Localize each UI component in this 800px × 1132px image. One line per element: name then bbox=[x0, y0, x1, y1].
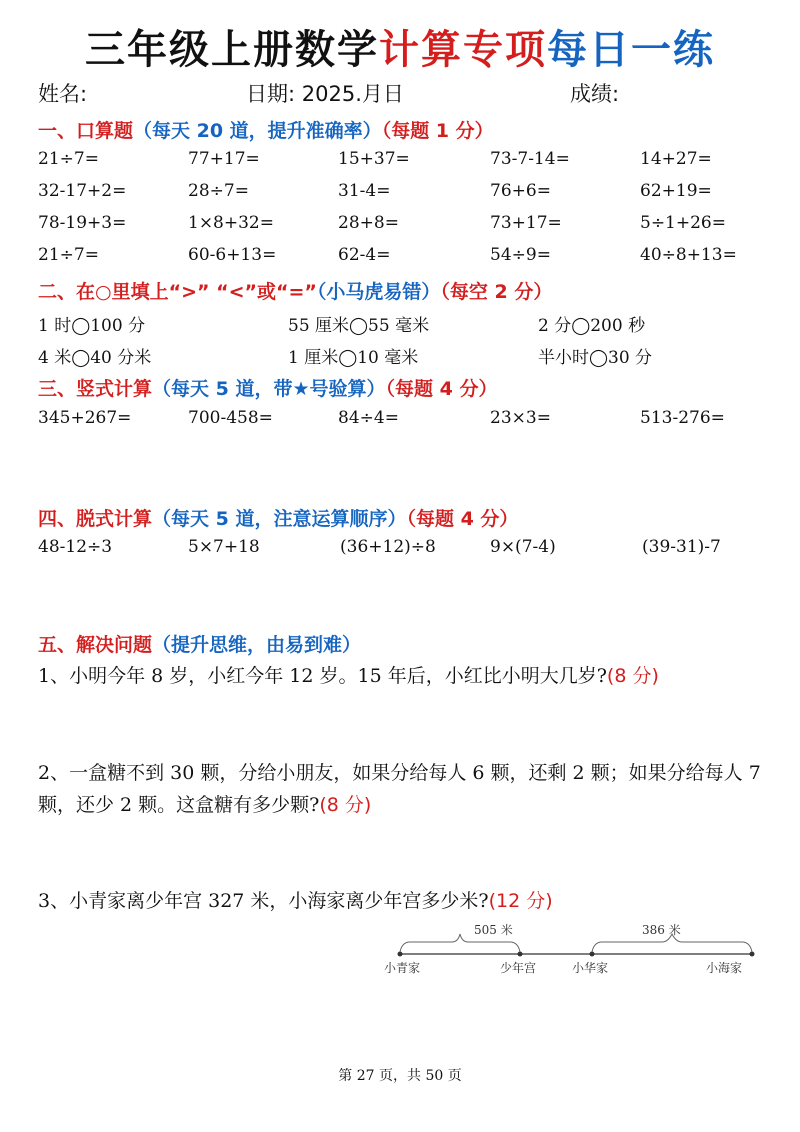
section-5-title: 五、解决问题 bbox=[38, 634, 153, 656]
name-label: 姓名: bbox=[38, 82, 88, 106]
compare-row bbox=[38, 311, 778, 337]
compare-row-item: 2 分◯200 秒 bbox=[538, 316, 646, 336]
label-xiaohai-home: 小海家 bbox=[706, 961, 743, 975]
oral-row-item: 62+19= bbox=[640, 181, 712, 201]
page-footer: 第 27 页，共 50 页 bbox=[338, 1068, 462, 1084]
oral-row bbox=[38, 245, 778, 271]
compare-row-item: 55 厘米◯55 毫米 bbox=[288, 316, 430, 336]
day-label: 日 bbox=[382, 82, 404, 106]
stepwise-problem-row-item: 9×(7-4) bbox=[490, 537, 556, 557]
vertical-problem-row-item: 345+267= bbox=[38, 408, 132, 428]
section-2-heading bbox=[38, 277, 552, 304]
section-2-title: 二、在○里填上“>” “<”或“=” bbox=[38, 281, 317, 303]
oral-row-item: 76+6= bbox=[490, 181, 551, 201]
vertical-problem-row-item: 700-458= bbox=[188, 408, 273, 428]
word-problem-1-score: (8 分) bbox=[606, 665, 659, 687]
label-xiaoqing-home: 小青家 bbox=[384, 961, 421, 975]
word-problem-3-text: 3、小青家离少年宫 327 米，小海家离少年宫多少米? bbox=[38, 890, 489, 912]
section-4-heading bbox=[38, 504, 518, 531]
label-xiaohua-home: 小华家 bbox=[572, 961, 609, 975]
oral-row bbox=[38, 213, 778, 239]
oral-row-item: 14+27= bbox=[640, 149, 712, 169]
word-problem-2 bbox=[38, 757, 768, 821]
section-5-heading bbox=[38, 630, 361, 657]
compare-row-item: 4 米◯40 分米 bbox=[38, 348, 152, 368]
oral-row-item: 15+37= bbox=[338, 149, 410, 169]
section-3-title: 三、竖式计算 bbox=[38, 378, 153, 400]
oral-row-item: 78-19+3= bbox=[38, 213, 127, 233]
compare-row-item: 1 时◯100 分 bbox=[38, 316, 146, 336]
distance-diagram bbox=[0, 920, 800, 990]
oral-row-item: 28÷7= bbox=[188, 181, 249, 201]
vertical-problem-row-item: 513-276= bbox=[640, 408, 725, 428]
word-problem-2-text: 2、一盒糖不到 30 颗，分给小朋友，如果分给每人 6 颗，还剩 2 颗；如果分给每人 7 颗，还少 2 颗。这盒糖有多少颗? bbox=[38, 762, 761, 816]
section-1-heading bbox=[38, 116, 494, 143]
oral-row-item: 73+17= bbox=[490, 213, 562, 233]
word-problem-3-score: (12 分) bbox=[488, 890, 553, 912]
oral-row bbox=[38, 149, 778, 175]
section-3-heading bbox=[38, 374, 497, 401]
vertical-problem-row-item: 23×3= bbox=[490, 408, 551, 428]
label-youth-palace: 少年宫 bbox=[500, 961, 537, 975]
oral-row-item: 31-4= bbox=[338, 181, 391, 201]
distance-505-label: 505 米 bbox=[474, 923, 513, 937]
word-problem-2-score: (8 分) bbox=[319, 794, 372, 816]
oral-row-item: 28+8= bbox=[338, 213, 399, 233]
title-part-daily: 每日一练 bbox=[547, 27, 715, 73]
oral-row-item: 21÷7= bbox=[38, 149, 99, 169]
section-1-note: （每天 20 道，提升准确率） bbox=[133, 120, 382, 142]
stepwise-problem-row bbox=[38, 537, 778, 563]
section-5-note: （提升思维，由易到难） bbox=[152, 634, 362, 656]
word-problem-1 bbox=[38, 660, 768, 692]
title-part-grade: 三年级上册数学 bbox=[85, 27, 379, 73]
section-2-points: （每空 2 分） bbox=[440, 281, 553, 303]
section-3-points: （每题 4 分） bbox=[385, 378, 498, 400]
point-xiaohai-home bbox=[750, 952, 755, 957]
month-label: 月 bbox=[361, 82, 383, 106]
oral-row-item: 60-6+13= bbox=[188, 245, 277, 265]
oral-row-item: 62-4= bbox=[338, 245, 391, 265]
vertical-problem-row-item: 84÷4= bbox=[338, 408, 399, 428]
oral-row-item: 73-7-14= bbox=[490, 149, 570, 169]
compare-row bbox=[38, 343, 778, 369]
section-1-points: （每题 1 分） bbox=[381, 120, 494, 142]
stepwise-problem-row-item: (36+12)÷8 bbox=[340, 537, 436, 557]
oral-row-item: 21÷7= bbox=[38, 245, 99, 265]
vertical-problem-row bbox=[38, 408, 778, 434]
point-youth-palace bbox=[518, 952, 523, 957]
date-field[interactable] bbox=[246, 78, 404, 108]
oral-row-item: 54÷9= bbox=[490, 245, 551, 265]
compare-row-item: 1 厘米◯10 毫米 bbox=[288, 348, 419, 368]
score-label: 成绩: bbox=[570, 82, 620, 106]
oral-row bbox=[38, 181, 778, 207]
score-field[interactable] bbox=[570, 78, 626, 108]
title-part-topic: 计算专项 bbox=[379, 27, 547, 73]
distance-386-label: 386 米 bbox=[642, 923, 681, 937]
word-problem-3 bbox=[38, 885, 768, 917]
date-label: 日期: 2025. bbox=[246, 82, 362, 106]
section-1-title: 一、口算题 bbox=[38, 120, 134, 142]
stepwise-problem-row-item: 48-12÷3 bbox=[38, 537, 113, 557]
oral-row-item: 1×8+32= bbox=[188, 213, 274, 233]
worksheet-title bbox=[0, 18, 800, 75]
stepwise-problem-row-item: (39-31)-7 bbox=[642, 537, 721, 557]
word-problem-1-text: 1、小明今年 8 岁，小红今年 12 岁。15 年后，小红比小明大几岁? bbox=[38, 665, 607, 687]
section-4-points: （每题 4 分） bbox=[406, 508, 519, 530]
section-3-note: （每天 5 道，带★号验算） bbox=[152, 378, 386, 400]
section-4-title: 四、脱式计算 bbox=[38, 508, 153, 530]
oral-row-item: 5÷1+26= bbox=[640, 213, 726, 233]
compare-row-item: 半小时◯30 分 bbox=[538, 348, 653, 368]
oral-row-item: 77+17= bbox=[188, 149, 260, 169]
name-field[interactable] bbox=[38, 78, 94, 108]
oral-row-item: 40÷8+13= bbox=[640, 245, 737, 265]
section-2-note: （小马虎易错） bbox=[316, 281, 441, 303]
section-4-note: （每天 5 道，注意运算顺序） bbox=[152, 508, 407, 530]
point-xiaohua-home bbox=[590, 952, 595, 957]
point-xiaoqing-home bbox=[398, 952, 403, 957]
oral-row-item: 32-17+2= bbox=[38, 181, 127, 201]
stepwise-problem-row-item: 5×7+18 bbox=[188, 537, 260, 557]
